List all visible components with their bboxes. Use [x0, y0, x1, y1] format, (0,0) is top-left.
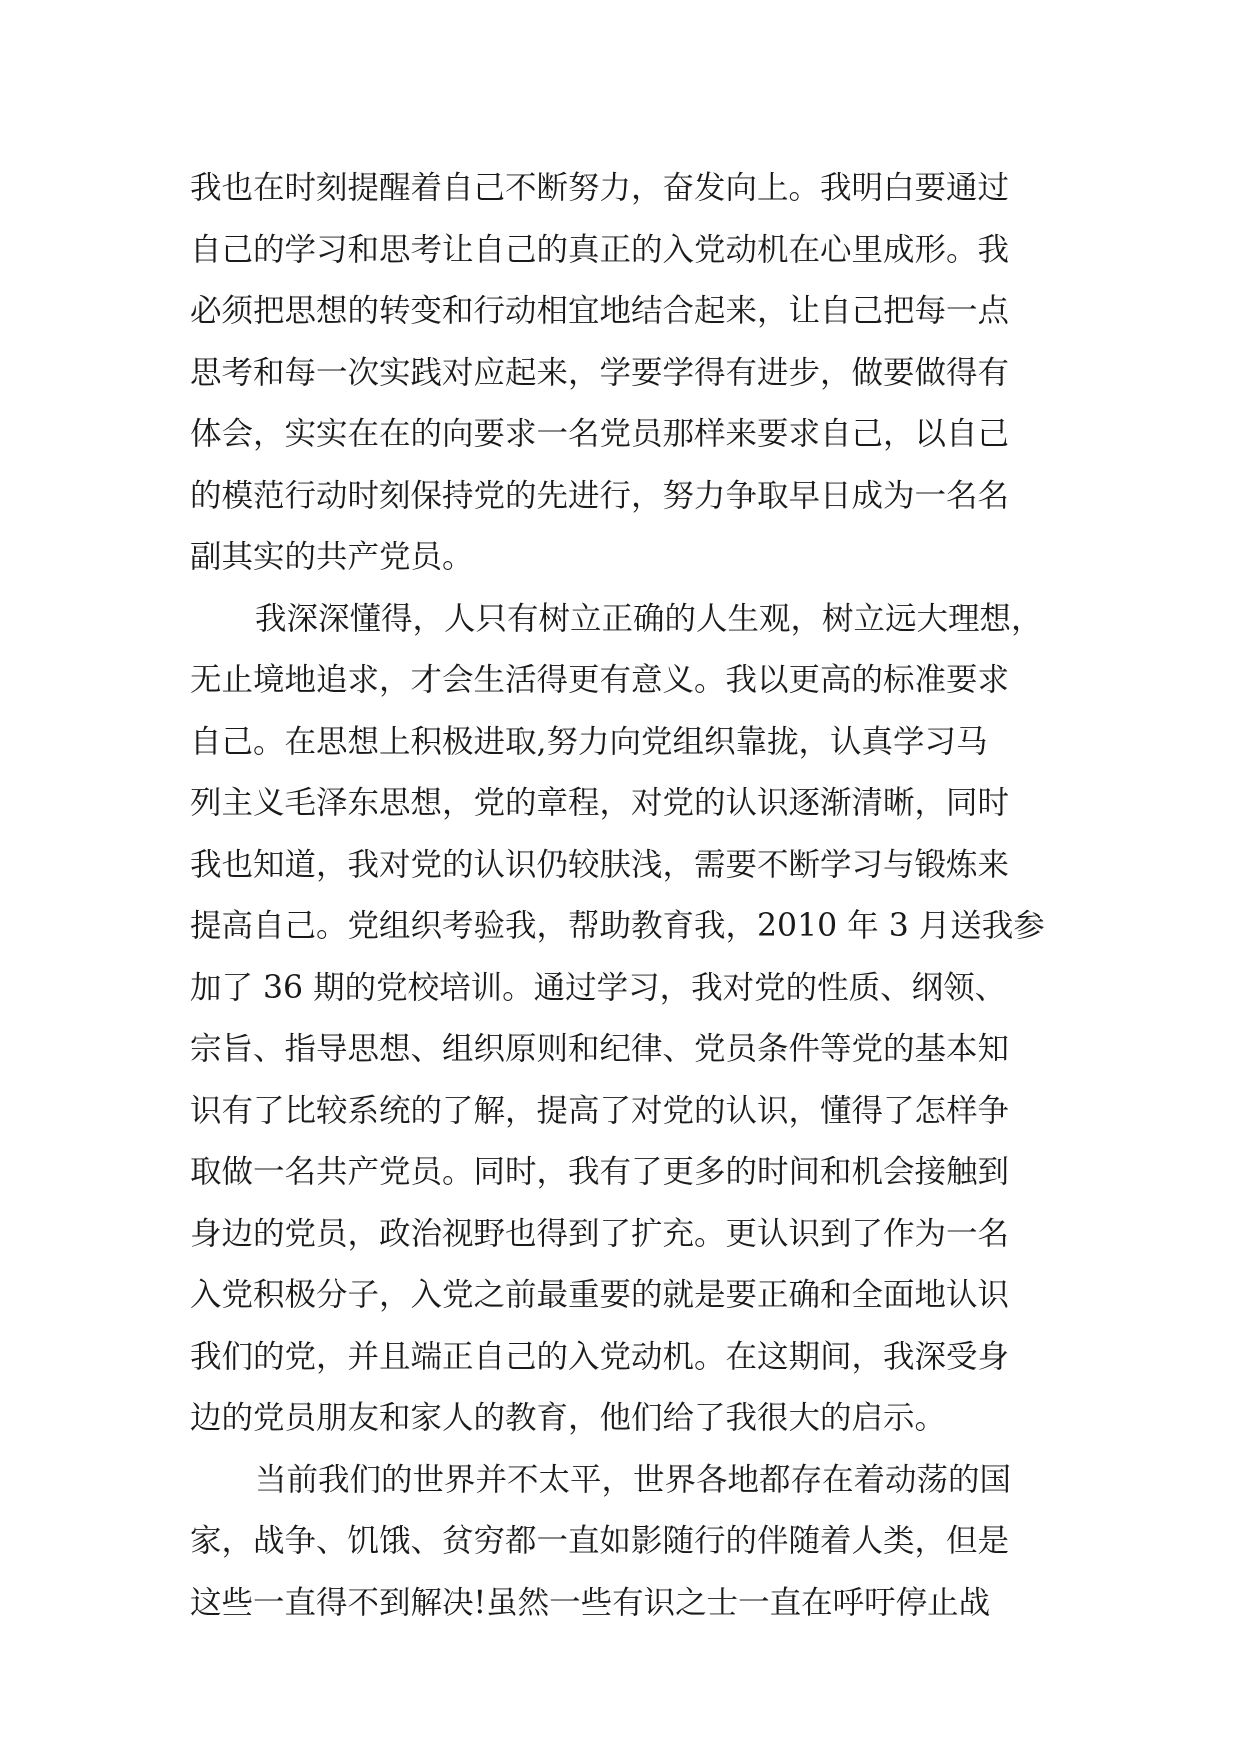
text-line: 我也知道，我对党的认识仍较肤浅，需要不断学习与锻炼来	[190, 846, 1010, 883]
paragraph-start-line: 当前我们的世界并不太平，世界各地都存在着动荡的国	[255, 1461, 1012, 1498]
paragraph-start-line: 我深深懂得，人只有树立正确的人生观，树立远大理想，	[255, 600, 1043, 637]
text-line: 自己。在思想上积极进取,努力向党组织靠拢，认真学习马	[190, 723, 988, 760]
document-body	[190, 158, 1050, 1634]
text-line: 我也在时刻提醒着自己不断努力，奋发向上。我明白要通过	[190, 170, 1010, 206]
text-line: 列主义毛泽东思想，党的章程，对党的认识逐渐清晰，同时	[190, 785, 1010, 821]
text-line: 自己的学习和思考让自己的真正的入党动机在心里成形。我	[190, 231, 1010, 268]
text-line: 必须把思想的转变和行动相宜地结合起来，让自己把每一点	[190, 293, 1010, 329]
text-line: 入党积极分子，入党之前最重要的就是要正确和全面地认识	[190, 1277, 1010, 1313]
text-line: 这些一直得不到解决!虽然一些有识之士一直在呼吁停止战	[190, 1584, 991, 1621]
text-line: 体会，实实在在的向要求一名党员那样来要求自己，以自己	[190, 416, 1010, 452]
text-line: 家，战争、饥饿、贫穷都一直如影随行的伴随着人类，但是	[190, 1523, 1010, 1559]
text-line: 加了 36 期的党校培训。通过学习，我对党的性质、纲领、	[190, 969, 1007, 1006]
text-line: 识有了比较系统的了解，提高了对党的认识，懂得了怎样争	[190, 1092, 1010, 1129]
text-line: 副其实的共产党员。	[190, 539, 474, 575]
text-line: 取做一名共产党员。同时，我有了更多的时间和机会接触到	[190, 1154, 1010, 1190]
text-line: 思考和每一次实践对应起来，学要学得有进步，做要做得有	[190, 354, 1010, 391]
text-line: 边的党员朋友和家人的教育，他们给了我很大的启示。	[190, 1400, 947, 1436]
text-line: 宗旨、指导思想、组织原则和纪律、党员条件等党的基本知	[190, 1031, 1010, 1067]
text-line: 身边的党员，政治视野也得到了扩充。更认识到了作为一名	[190, 1215, 1010, 1252]
text-line: 无止境地追求，才会生活得更有意义。我以更高的标准要求	[190, 662, 1010, 698]
text-line: 提高自己。党组织考验我，帮助教育我，2010 年 3 月送我参	[190, 908, 1045, 944]
text-line: 我们的党，并且端正自己的入党动机。在这期间，我深受身	[190, 1338, 1010, 1375]
text-line: 的模范行动时刻保持党的先进行，努力争取早日成为一名名	[190, 477, 1010, 514]
